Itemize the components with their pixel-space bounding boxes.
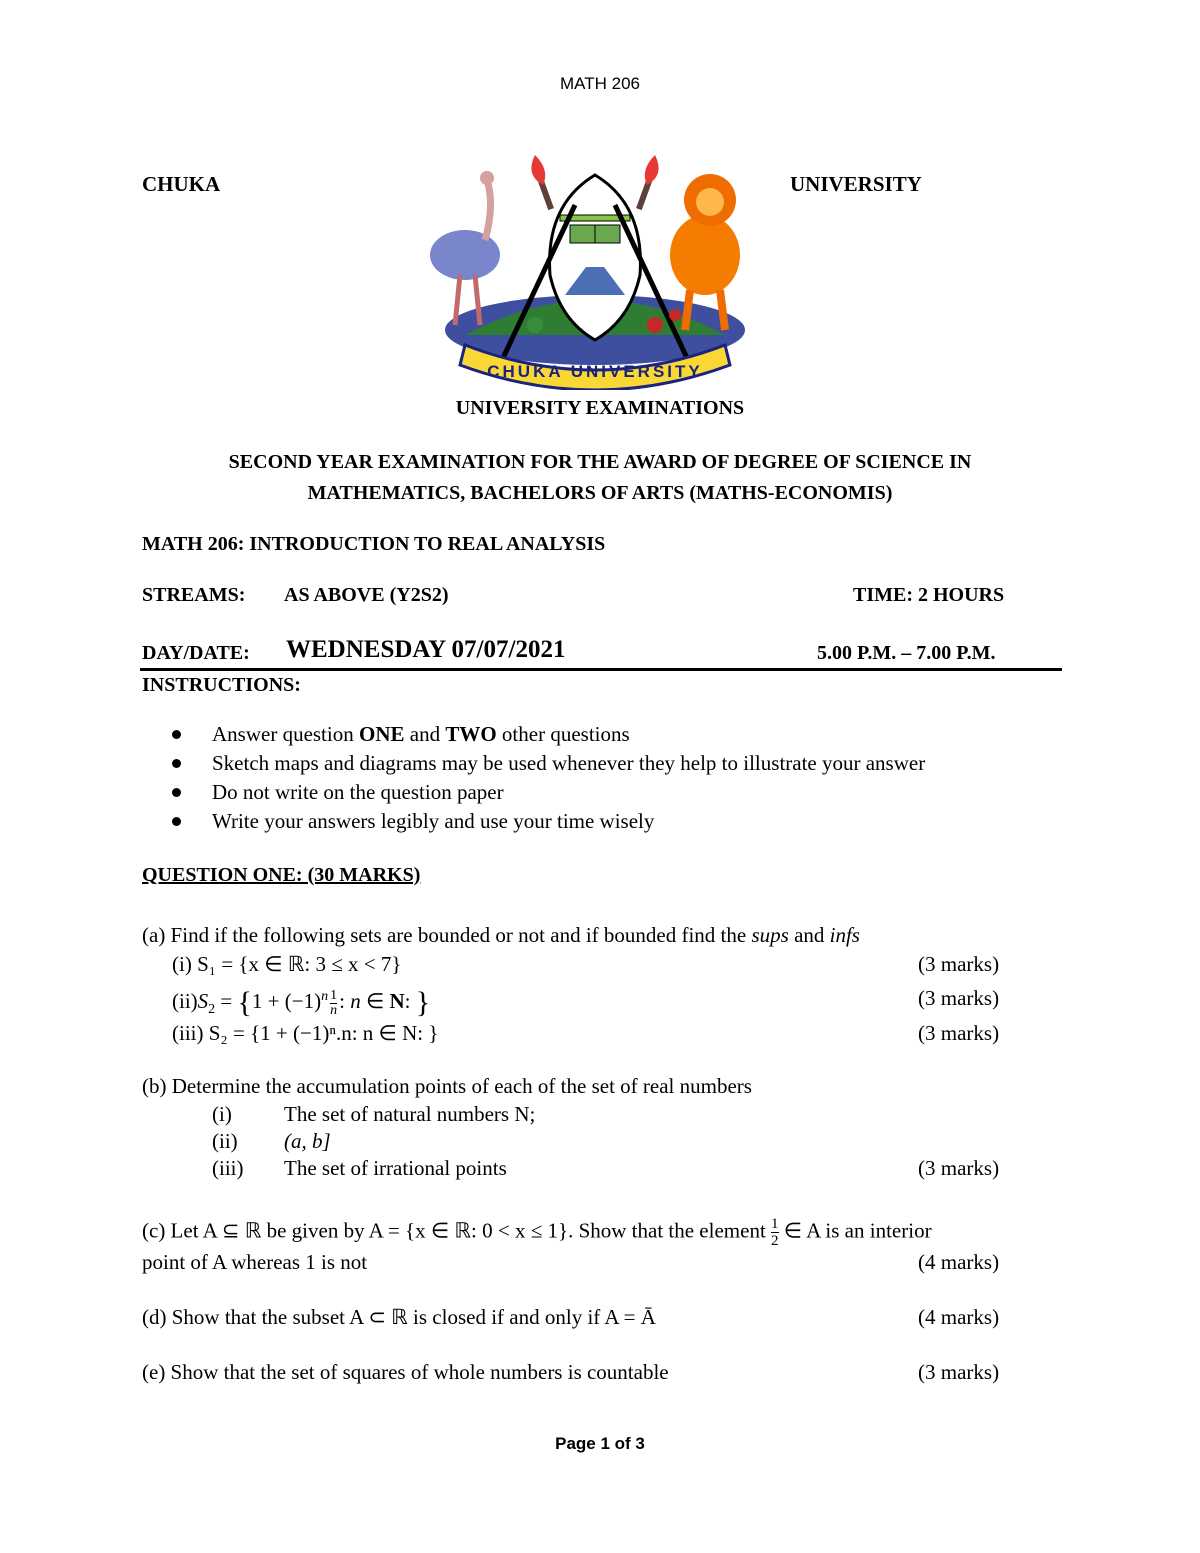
question-b-i-text: The set of natural numbers N; [284,1102,536,1126]
award-line-1: SECOND YEAR EXAMINATION FOR THE AWARD OF DEGREE OF SCIENCE IN [228,451,972,473]
question-a-iii: (iii) S₂ = {1 + (−1)ⁿ.n: n ∈ N: } [172,1021,439,1045]
marks-c: (4 marks) [918,1250,1000,1274]
instructions-heading: INSTRUCTIONS: [142,674,301,696]
time-label: TIME: 2 HOURS [853,584,1005,606]
course-title: MATH 206: INTRODUCTION TO REAL ANALYSIS [142,533,606,555]
question-a-i: (i) S₁ = {x ∈ ℝ: 3 ≤ x < 7} [172,952,402,976]
crest-banner-text: CHUKA UNIVERSITY [487,362,703,381]
marks-b: (3 marks) [918,1156,1000,1180]
page-header: MATH 206 [560,74,640,93]
date-label: DAY/DATE: [142,642,250,664]
bullet-icon [172,788,181,797]
instruction-item: Sketch maps and diagrams may be used whenever they help to illustrate your answer [172,749,925,778]
question-a-ii: $(ii)S_2 = \{1 + (-1)^n$ $\frac{1}{n}$ : n ∈ N: } [172,986,431,1019]
question-e: (e) Show that the set of squares of whole numbers is countable [142,1360,669,1384]
marks-e: (3 marks) [918,1360,1000,1384]
instructions-list [172,720,925,836]
streams-value: AS ABOVE (Y2S2) [284,584,449,606]
marks-d: (4 marks) [918,1305,1000,1329]
page-number: Page 1 of 3 [555,1434,645,1453]
logo-left-word: CHUKA [142,172,221,196]
question-b-iii-label: (iii) [212,1156,244,1180]
bullet-icon [172,730,181,739]
date-value: WEDNESDAY 07/07/2021 [286,636,566,663]
instruction-item: Write your answers legibly and use your time wisely [172,807,925,836]
question-b-iii-text: The set of irrational points [284,1156,507,1180]
time-range: 5.00 P.M. – 7.00 P.M. [817,642,996,664]
exam-title: UNIVERSITY EXAMINATIONS [455,397,745,419]
question-b-intro: (b) Determine the accumulation points of each of the set of real numbers [142,1074,752,1098]
question-d: (d) Show that the subset A ⊂ ℝ is closed if and only if A = Ā [142,1305,656,1329]
bullet-icon [172,759,181,768]
instruction-item: Answer question ONE and TWO other questions [172,720,925,749]
marks-a-iii: (3 marks) [918,1021,1000,1045]
question-c-line-1: (c) Let A ⊆ ℝ be given by A = {x ∈ ℝ: 0 < x ≤ 1}. Show that the element $\frac{1}{2}$ ∈ A is an interior [142,1216,932,1249]
streams-label: STREAMS: [142,584,246,606]
marks-a-ii: (3 marks) [918,986,1000,1010]
instruction-item: Do not write on the question paper [172,778,925,807]
question-a-intro: (a) Find if the following sets are bounded or not and if bounded find the sups and infs [142,923,860,947]
award-line-2: MATHEMATICS, BACHELORS OF ARTS (MATHS-ECONOMIS) [307,482,893,504]
question-c-line-2: point of A whereas 1 is not [142,1250,368,1274]
question-b-ii-text: (a, b] [284,1129,331,1153]
header-divider [140,668,1062,671]
question-b-ii-label: (ii) [212,1129,238,1153]
question-one-heading: QUESTION ONE: (30 MARKS) [142,864,421,886]
bullet-icon [172,817,181,826]
question-b-i-label: (i) [212,1102,232,1126]
logo-right-word: UNIVERSITY [790,172,922,196]
marks-a-i: (3 marks) [918,952,1000,976]
university-crest [425,145,765,390]
